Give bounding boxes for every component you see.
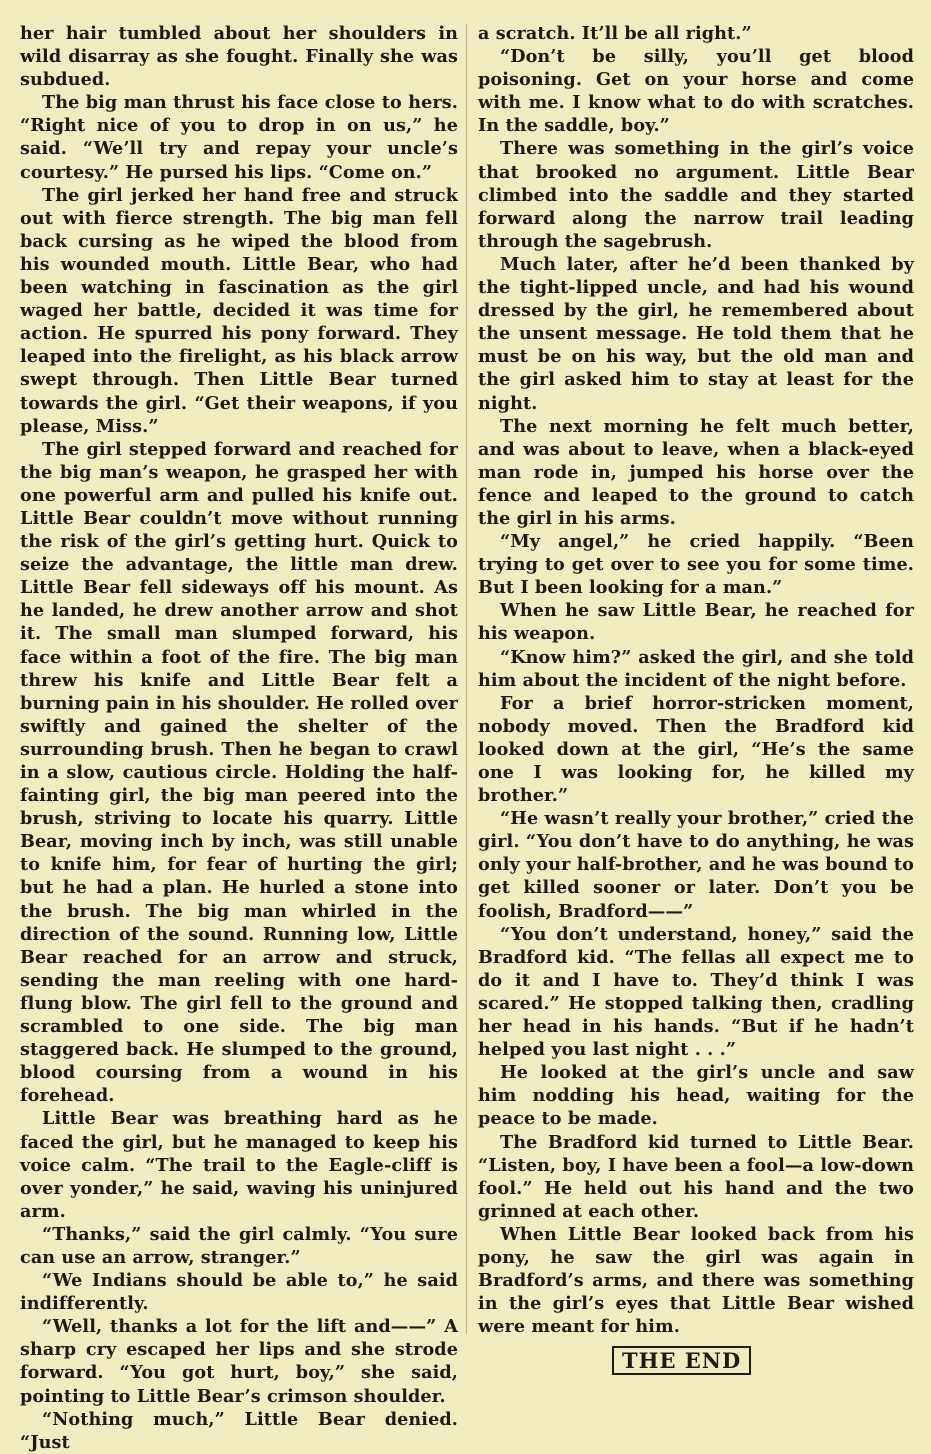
paragraph: The big man thrust his face close to hers. “Right nice of you to drop in on us,” he said. “We’ll try and repay your uncle’s courtesy.” He pursed his lips. “Come on.”: [20, 92, 458, 183]
paragraph: “You don’t understand, honey,” said the Bradford kid. “The fellas all expect me to do it and I have to. They’d think I was scared.” He stopped talking then, cradling her head in his hands. “But if he hadn’t helped you last night . . .”: [478, 923, 914, 1061]
paragraph: For a brief horror-stricken moment, nobody moved. Then the Bradford kid looked down at the girl, “He’s the same one I was looking for, he killed my brother.”: [478, 692, 914, 807]
paragraph: a scratch. It’ll be all right.”: [478, 23, 752, 44]
paragraph: The girl stepped forward and reached for the big man’s weapon, he grasped her with one powerful arm and pulled his knife out. Little Bear couldn’t move without running the risk of the girl’s getting hurt. Quick to seize the advantage, the little man drew. Little Bear fell sideways off his mount. As he landed, he drew another arrow and shot it. The small man slumped forward, his face within a foot of the fire. The big man threw his knife and Little Bear felt a burning pain in his shoulder. He rolled over swiftly and gained the shelter of the surrounding brush. Then he began to crawl in a slow, cautious circle. Holding the half-fainting girl, the big man peered into the brush, striving to locate his quarry. Little Bear, moving inch by inch, was still unable to knife him, for fear of hurting the girl; but he had a plan. He hurled a stone into the brush. The big man whirled in the direction of the sound. Running low, Little Bear reached for an arrow and struck, sending the man reeling with one hard-flung blow. The girl fell to the ground and scrambled to one side. The big man staggered back. He slumped to the ground, blood coursing from a wound in his forehead.: [20, 438, 458, 1107]
column-divider: [466, 24, 467, 1334]
paragraph: “Nothing much,” Little Bear denied. “Just: [20, 1408, 458, 1453]
paragraph: He looked at the girl’s uncle and saw him nodding his head, waiting for the peace to be made.: [478, 1062, 914, 1130]
paragraph: “He wasn’t really your brother,” cried the girl. “You don’t have to do anything, he was only your half-brother, and he was bound to get killed sooner or later. Don’t you be foolish, Bradford——”: [478, 808, 914, 922]
paragraph: The next morning he felt much better, and was about to leave, when a black-eyed man rode in, jumped his horse over the fence and leaped to the ground to catch the girl in his arms.: [478, 415, 914, 529]
paragraph: “Don’t be silly, you’ll get blood poisoning. Get on your horse and come with me. I know what to do with scratches. In the saddle, boy.”: [478, 46, 914, 137]
paragraph: “My angel,” he cried happily. “Been trying to get over to see you for some time. But I been looking for a man.”: [478, 531, 914, 599]
paragraph: When he saw Little Bear, he reached for his weapon.: [478, 600, 914, 645]
paragraph: When Little Bear looked back from his pony, he saw the girl was again in Bradford’s arms, and there was something in the girl’s eyes that Little Bear wished were meant for him.: [478, 1223, 914, 1338]
paragraph: “Know him?” asked the girl, and she told him about the incident of the night before.: [478, 646, 914, 691]
the-end-label: THE END: [612, 1346, 751, 1375]
paragraph: “Well, thanks a lot for the lift and——” A sharp cry escaped her lips and she strode forward. “You got hurt, boy,” she said, pointing to Little Bear’s crimson shoulder.: [20, 1316, 458, 1407]
paragraph: “Thanks,” said the girl calmly. “You sure can use an arrow, stranger.”: [20, 1223, 458, 1268]
paragraph: her hair tumbled about her shoulders in wild disarray as she fought. Finally she was subdued.: [20, 23, 458, 91]
paragraph: The girl jerked her hand free and struck out with fierce strength. The big man fell back cursing as he wiped the blood from his wounded mouth. Little Bear, who had been watching in fascination as the girl waged her battle, decided it was time for action. He spurred his pony forward. They leaped into the firelight, as his black arrow swept through. Then Little Bear turned towards the girl. “Get their weapons, if you please, Miss.”: [20, 184, 458, 437]
paragraph: Little Bear was breathing hard as he faced the girl, but he managed to keep his voice calm. “The trail to the Eagle-cliff is over yonder,” he said, waving his uninjured arm.: [20, 1108, 458, 1222]
paragraph: There was something in the girl’s voice that brooked no argument. Little Bear climbed into the saddle and they started forward along the narrow trail leading through the sagebrush.: [478, 138, 914, 252]
paragraph: Much later, after he’d been thanked by the tight-lipped uncle, and had his wound dressed by the girl, he remembered about the unsent message. He told them that he must be on his way, but the old man and the girl asked him to stay at least for the night.: [478, 253, 914, 414]
paragraph: The Bradford kid turned to Little Bear. “Listen, boy, I have been a fool—a low-down fool.” He held out his hand and the two grinned at each other.: [478, 1131, 914, 1222]
left-column: [20, 22, 458, 1454]
right-column: [478, 22, 914, 1338]
paragraph: “We Indians should be able to,” he said indifferently.: [20, 1270, 458, 1315]
